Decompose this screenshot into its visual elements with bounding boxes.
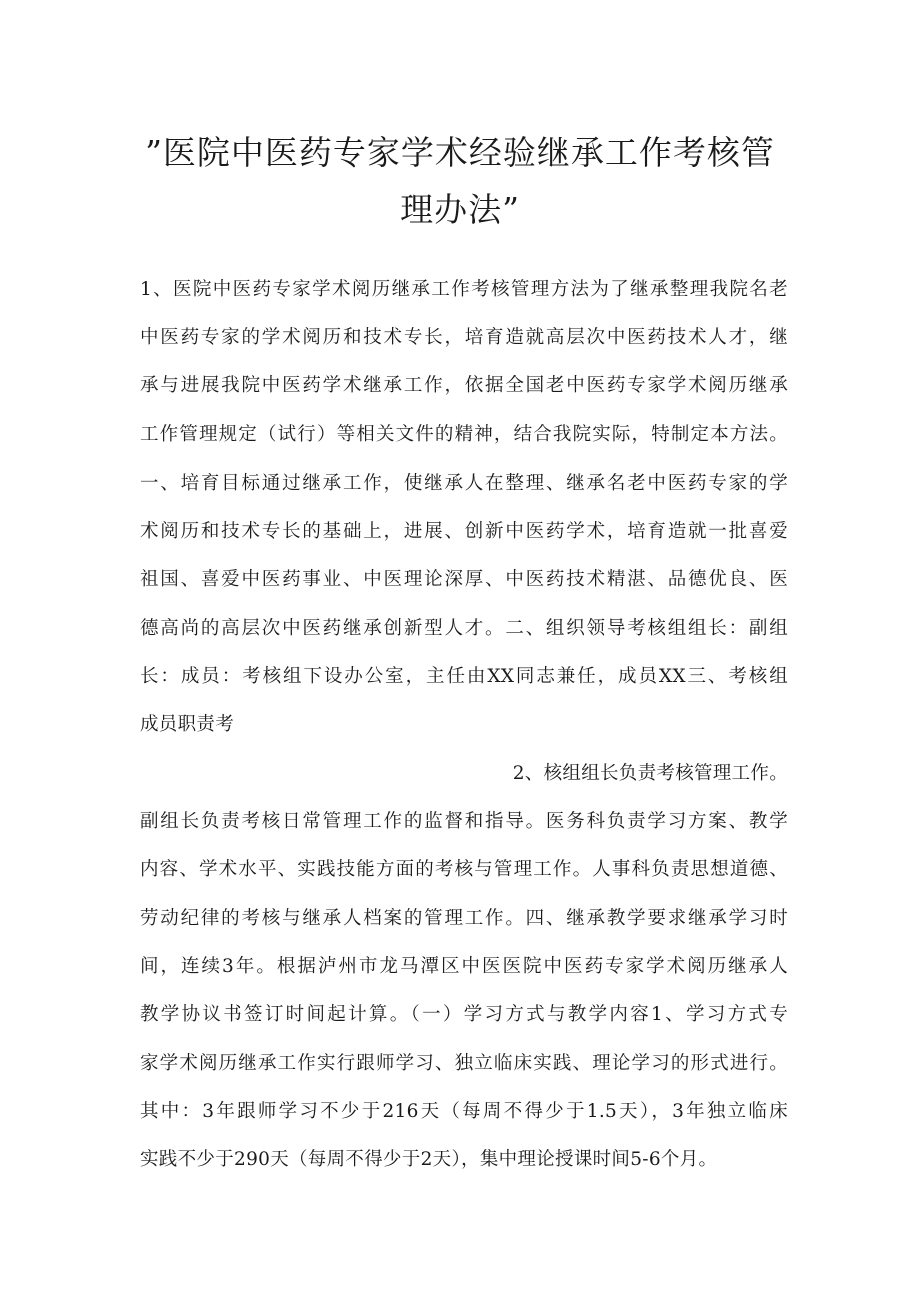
paragraph-line: 内容、学术水平、实践技能方面的考核与管理工作。人事科负责思想道德、 — [140, 859, 788, 880]
paragraph-line: 长：成员：考核组下设办公室，主任由XX同志兼任，成员XX三、考核组 — [140, 666, 788, 687]
paragraph-line: 术阅历和技术专长的基础上，进展、创新中医药学术，培育造就一批喜爱 — [140, 521, 788, 542]
paragraph-line: 一、培育目标通过继承工作，使继承人在整理、继承名老中医药专家的学 — [140, 473, 788, 494]
paragraph-line: 1、医院中医药专家学术阅历继承工作考核管理方法为了继承整理我院名老 — [140, 279, 788, 300]
paragraph-line: 其中：3年跟师学习不少于216天（每周不得少于1.5天），3年独立临床 — [140, 1101, 788, 1122]
document-title-line-2: 理办法” — [400, 190, 520, 229]
paragraph-line: 家学术阅历继承工作实行跟师学习、独立临床实践、理论学习的形式进行。 — [140, 1053, 788, 1074]
paragraph-line: 实践不少于290天（每周不得少于2天），集中理论授课时间5-6个月。 — [140, 1149, 718, 1170]
paragraph-line: 教学协议书签订时间起计算。（一）学习方式与教学内容1、学习方式专 — [140, 1004, 788, 1025]
paragraph-line: 中医药专家的学术阅历和技术专长，培育造就高层次中医药技术人才，继 — [140, 327, 788, 348]
paragraph-line: 工作管理规定（试行）等相关文件的精神，结合我院实际，特制定本方法。 — [140, 424, 788, 445]
paragraph-line: 祖国、喜爱中医药事业、中医理论深厚、中医药技术精湛、品德优良、医 — [140, 569, 788, 590]
paragraph-line: 间，连续3年。根据泸州市龙马潭区中医医院中医药专家学术阅历继承人 — [140, 956, 788, 977]
paragraph-line-right: 2、核组组长负责考核管理工作。 — [512, 763, 788, 784]
paragraph-line: 德高尚的高层次中医药继承创新型人才。二、组织领导考核组组长：副组 — [140, 618, 788, 639]
paragraph-line: 副组长负责考核日常管理工作的监督和指导。医务科负责学习方案、教学 — [140, 811, 788, 832]
paragraph-line: 劳动纪律的考核与继承人档案的管理工作。四、继承教学要求继承学习时 — [140, 908, 788, 929]
document-title-line-1: ”医院中医药专家学术经验继承工作考核管 — [145, 133, 775, 172]
paragraph-line: 成员职责考 — [140, 714, 235, 735]
paragraph-line: 承与进展我院中医药学术继承工作，依据全国老中医药专家学术阅历继承 — [140, 375, 788, 396]
